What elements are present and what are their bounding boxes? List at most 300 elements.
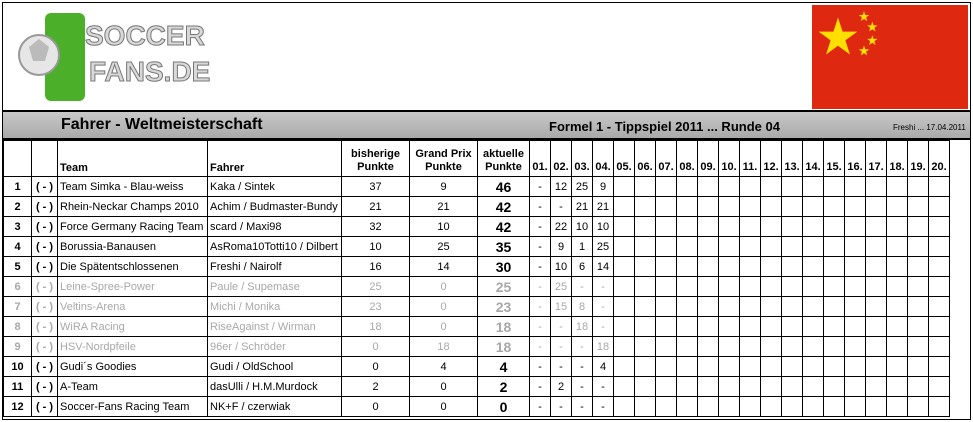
soccer-fans-logo (15, 7, 211, 107)
china-flag-icon (811, 5, 969, 109)
driver-cell: scard / Maxi98 (208, 217, 342, 237)
round-cell (698, 357, 719, 377)
round-cell (761, 337, 782, 357)
round-cell (656, 217, 677, 237)
round-cell: 25 (593, 237, 614, 257)
round-cell (656, 277, 677, 297)
table-row (4, 397, 950, 417)
round-cell (740, 397, 761, 417)
prev-points-cell: 23 (342, 297, 410, 317)
round-cell (782, 317, 803, 337)
round-cell (782, 257, 803, 277)
round-cell (803, 317, 824, 337)
rank-cell: 12 (4, 397, 32, 417)
round-cell (698, 377, 719, 397)
rank-cell: 6 (4, 277, 32, 297)
driver-cell: RiseAgainst / Wirman (208, 317, 342, 337)
round-cell (803, 297, 824, 317)
round-cell (761, 397, 782, 417)
gp-points-cell: 18 (410, 337, 478, 357)
header-prev-points-l2: Punkte (357, 161, 394, 173)
round-cell (866, 317, 887, 337)
header-round-13: 13. (782, 141, 803, 177)
header-prev-points-l1: bisherige (351, 148, 400, 160)
round-cell: - (530, 277, 551, 297)
round-cell (887, 337, 908, 357)
round-cell (677, 217, 698, 237)
team-cell: Gudi´s Goodies (58, 357, 208, 377)
round-cell (929, 297, 950, 317)
round-cell: 9 (593, 177, 614, 197)
round-cell (698, 297, 719, 317)
round-cell (761, 197, 782, 217)
rank-cell: 7 (4, 297, 32, 317)
change-cell: ( - ) (32, 277, 58, 297)
header-current-points (478, 141, 530, 177)
driver-cell: Paule / Supemase (208, 277, 342, 297)
prev-points-cell: 0 (342, 357, 410, 377)
round-cell: 10 (551, 257, 572, 277)
round-cell (740, 317, 761, 337)
round-cell (908, 397, 929, 417)
round-cell: - (530, 377, 551, 397)
round-cell: - (572, 377, 593, 397)
round-cell (887, 217, 908, 237)
round-cell (887, 317, 908, 337)
driver-cell: dasUlli / H.M.Murdock (208, 377, 342, 397)
header-round-8: 08. (677, 141, 698, 177)
driver-cell: Gudi / OldSchool (208, 357, 342, 377)
round-cell (614, 257, 635, 277)
gp-points-cell: 25 (410, 237, 478, 257)
team-cell: Force Germany Racing Team (58, 217, 208, 237)
round-cell (719, 197, 740, 217)
round-cell (929, 177, 950, 197)
rank-cell: 2 (4, 197, 32, 217)
table-row (4, 217, 950, 237)
round-cell (845, 397, 866, 417)
round-cell (866, 277, 887, 297)
round-cell (698, 257, 719, 277)
change-cell: ( - ) (32, 357, 58, 377)
gp-points-cell: 4 (410, 357, 478, 377)
round-cell (740, 177, 761, 197)
table-row (4, 257, 950, 277)
round-cell (803, 357, 824, 377)
round-cell (908, 217, 929, 237)
round-cell (677, 177, 698, 197)
header-rank (4, 141, 32, 177)
round-cell (908, 317, 929, 337)
round-cell (845, 197, 866, 217)
round-cell (929, 197, 950, 217)
header-round-3: 03. (572, 141, 593, 177)
round-cell (761, 277, 782, 297)
table-row (4, 297, 950, 317)
round-cell (698, 177, 719, 197)
round-cell (929, 337, 950, 357)
round-cell (803, 257, 824, 277)
round-cell (614, 217, 635, 237)
header-round-14: 14. (803, 141, 824, 177)
round-cell: - (551, 197, 572, 217)
round-cell (740, 257, 761, 277)
round-cell (908, 237, 929, 257)
prev-points-cell: 0 (342, 397, 410, 417)
round-cell (845, 237, 866, 257)
round-cell (803, 277, 824, 297)
change-cell: ( - ) (32, 397, 58, 417)
round-cell (866, 217, 887, 237)
round-cell (866, 397, 887, 417)
round-cell (677, 257, 698, 277)
header-gp-points (410, 141, 478, 177)
round-cell (782, 197, 803, 217)
round-cell (824, 317, 845, 337)
round-cell (845, 257, 866, 277)
round-cell (656, 297, 677, 317)
prev-points-cell: 0 (342, 337, 410, 357)
round-cell (614, 397, 635, 417)
round-cell (761, 217, 782, 237)
header-round-10: 10. (719, 141, 740, 177)
change-cell: ( - ) (32, 177, 58, 197)
round-cell (866, 377, 887, 397)
round-cell (761, 297, 782, 317)
round-cell (887, 257, 908, 277)
prev-points-cell: 37 (342, 177, 410, 197)
round-cell (803, 177, 824, 197)
round-cell (614, 337, 635, 357)
round-cell (719, 177, 740, 197)
round-cell (908, 177, 929, 197)
change-cell: ( - ) (32, 297, 58, 317)
round-cell (740, 277, 761, 297)
header-round-9: 09. (698, 141, 719, 177)
round-cell (635, 397, 656, 417)
round-cell (782, 217, 803, 237)
rank-cell: 3 (4, 217, 32, 237)
round-cell (824, 257, 845, 277)
round-cell (656, 317, 677, 337)
current-points-cell: 23 (478, 297, 530, 317)
header-round-15: 15. (824, 141, 845, 177)
driver-cell: AsRoma10Totti10 / Dilbert (208, 237, 342, 257)
round-cell: - (530, 217, 551, 237)
round-cell (656, 337, 677, 357)
round-cell: - (530, 357, 551, 377)
header-change (32, 141, 58, 177)
prev-points-cell: 21 (342, 197, 410, 217)
round-cell (782, 397, 803, 417)
gp-points-cell: 0 (410, 397, 478, 417)
round-cell (614, 297, 635, 317)
round-cell (929, 357, 950, 377)
round-cell (719, 357, 740, 377)
round-cell (677, 197, 698, 217)
round-cell: - (530, 397, 551, 417)
change-cell: ( - ) (32, 377, 58, 397)
gp-points-cell: 9 (410, 177, 478, 197)
round-cell (761, 377, 782, 397)
round-cell (614, 317, 635, 337)
round-cell (656, 177, 677, 197)
sheet-title: Fahrer - Weltmeisterschaft (61, 116, 263, 133)
round-cell: - (530, 177, 551, 197)
round-cell (824, 357, 845, 377)
round-cell (656, 357, 677, 377)
round-cell (614, 277, 635, 297)
change-cell: ( - ) (32, 197, 58, 217)
round-cell (908, 357, 929, 377)
gp-points-cell: 21 (410, 197, 478, 217)
round-cell (614, 197, 635, 217)
round-cell (698, 237, 719, 257)
round-cell (635, 277, 656, 297)
round-cell: - (593, 377, 614, 397)
header-round-4: 04. (593, 141, 614, 177)
rank-cell: 1 (4, 177, 32, 197)
header-current-points-l1: aktuelle (483, 148, 524, 160)
driver-cell: Kaka / Sintek (208, 177, 342, 197)
round-cell (677, 297, 698, 317)
team-cell: HSV-Nordpfeile (58, 337, 208, 357)
header-round-2: 02. (551, 141, 572, 177)
table-row (4, 377, 950, 397)
header-round-16: 16. (845, 141, 866, 177)
table-row (4, 357, 950, 377)
gp-points-cell: 0 (410, 277, 478, 297)
round-cell (614, 177, 635, 197)
header-row (4, 141, 950, 177)
round-cell (698, 397, 719, 417)
header-round-19: 19. (908, 141, 929, 177)
round-cell: 15 (551, 297, 572, 317)
round-cell (908, 277, 929, 297)
rank-cell: 11 (4, 377, 32, 397)
round-cell (761, 237, 782, 257)
round-cell: - (572, 397, 593, 417)
round-cell (824, 197, 845, 217)
change-cell: ( - ) (32, 337, 58, 357)
round-cell (635, 197, 656, 217)
author-date: Freshi ... 17.04.2011 (893, 123, 966, 132)
round-cell (929, 237, 950, 257)
header-round-11: 11. (740, 141, 761, 177)
round-cell (908, 257, 929, 277)
round-cell: 18 (593, 337, 614, 357)
team-cell: Die Spätentschlossenen (58, 257, 208, 277)
header-driver: Fahrer (208, 141, 342, 177)
round-cell (845, 277, 866, 297)
round-cell (887, 277, 908, 297)
round-cell (740, 217, 761, 237)
header-round-20: 20. (929, 141, 950, 177)
round-cell (761, 177, 782, 197)
round-cell (887, 357, 908, 377)
current-points-cell: 18 (478, 337, 530, 357)
rank-cell: 8 (4, 317, 32, 337)
round-cell (635, 357, 656, 377)
round-cell (824, 277, 845, 297)
round-cell (719, 397, 740, 417)
round-cell (719, 237, 740, 257)
round-cell (824, 397, 845, 417)
round-cell: - (593, 397, 614, 417)
round-cell (782, 277, 803, 297)
team-cell: A-Team (58, 377, 208, 397)
driver-cell: Freshi / Nairolf (208, 257, 342, 277)
header-round-18: 18. (887, 141, 908, 177)
round-cell (656, 397, 677, 417)
current-points-cell: 25 (478, 277, 530, 297)
round-cell: 14 (593, 257, 614, 277)
round-cell (845, 217, 866, 237)
round-cell (656, 257, 677, 277)
header-round-7: 07. (656, 141, 677, 177)
round-cell (698, 217, 719, 237)
round-cell (782, 297, 803, 317)
round-cell: 21 (572, 197, 593, 217)
round-cell: - (593, 277, 614, 297)
table-row (4, 337, 950, 357)
driver-cell: Achim / Budmaster-Bundy (208, 197, 342, 217)
round-cell: - (530, 197, 551, 217)
round-cell: 21 (593, 197, 614, 217)
round-cell (824, 217, 845, 237)
change-cell: ( - ) (32, 257, 58, 277)
round-cell (845, 177, 866, 197)
round-cell (803, 397, 824, 417)
team-cell: Veltins-Arena (58, 297, 208, 317)
round-cell: 10 (572, 217, 593, 237)
gp-points-cell: 0 (410, 297, 478, 317)
round-cell (803, 237, 824, 257)
prev-points-cell: 25 (342, 277, 410, 297)
round-cell: - (572, 337, 593, 357)
current-points-cell: 35 (478, 237, 530, 257)
round-cell (719, 217, 740, 237)
round-cell (740, 237, 761, 257)
gp-points-cell: 0 (410, 317, 478, 337)
round-cell (887, 397, 908, 417)
rank-cell: 4 (4, 237, 32, 257)
round-cell (656, 377, 677, 397)
round-cell (635, 377, 656, 397)
round-cell (929, 257, 950, 277)
round-cell: - (530, 317, 551, 337)
round-cell: - (551, 337, 572, 357)
round-cell (845, 357, 866, 377)
header-current-points-l2: Punkte (485, 161, 522, 173)
table-row (4, 177, 950, 197)
round-cell (782, 357, 803, 377)
round-cell (677, 377, 698, 397)
standings-sheet (2, 2, 971, 420)
table-row (4, 317, 950, 337)
current-points-cell: 46 (478, 177, 530, 197)
prev-points-cell: 16 (342, 257, 410, 277)
gp-points-cell: 0 (410, 377, 478, 397)
round-cell (719, 317, 740, 337)
round-cell (782, 177, 803, 197)
round-cell (740, 197, 761, 217)
round-cell (698, 317, 719, 337)
round-cell: - (530, 257, 551, 277)
round-cell (866, 197, 887, 217)
header-round-17: 17. (866, 141, 887, 177)
prev-points-cell: 2 (342, 377, 410, 397)
header-round-6: 06. (635, 141, 656, 177)
round-cell (698, 197, 719, 217)
round-cell (677, 237, 698, 257)
round-cell (845, 297, 866, 317)
prev-points-cell: 32 (342, 217, 410, 237)
round-cell (866, 337, 887, 357)
table-row (4, 277, 950, 297)
team-cell: Team Simka - Blau-weiss (58, 177, 208, 197)
round-cell: - (593, 317, 614, 337)
round-cell (635, 257, 656, 277)
team-cell: Soccer-Fans Racing Team (58, 397, 208, 417)
round-cell (824, 237, 845, 257)
current-points-cell: 0 (478, 397, 530, 417)
team-cell: Leine-Spree-Power (58, 277, 208, 297)
round-cell: 22 (551, 217, 572, 237)
round-cell: - (551, 357, 572, 377)
round-cell (803, 197, 824, 217)
round-cell (929, 217, 950, 237)
round-cell (719, 337, 740, 357)
current-points-cell: 4 (478, 357, 530, 377)
team-cell: WiRA Racing (58, 317, 208, 337)
round-cell (929, 317, 950, 337)
round-cell (719, 297, 740, 317)
current-points-cell: 30 (478, 257, 530, 277)
round-cell (635, 317, 656, 337)
round-cell: 25 (572, 177, 593, 197)
current-points-cell: 2 (478, 377, 530, 397)
round-cell (845, 317, 866, 337)
round-cell: 12 (551, 177, 572, 197)
round-cell: - (530, 297, 551, 317)
round-cell (803, 337, 824, 357)
round-cell (845, 337, 866, 357)
current-points-cell: 42 (478, 197, 530, 217)
current-points-cell: 42 (478, 217, 530, 237)
standings-table (3, 140, 950, 417)
team-cell: Rhein-Neckar Champs 2010 (58, 197, 208, 217)
header-round-5: 05. (614, 141, 635, 177)
round-cell (740, 357, 761, 377)
round-cell (719, 377, 740, 397)
table-row (4, 197, 950, 217)
round-cell (866, 177, 887, 197)
driver-cell: Michi / Monika (208, 297, 342, 317)
table-row (4, 237, 950, 257)
round-cell: 25 (551, 277, 572, 297)
gp-points-cell: 10 (410, 217, 478, 237)
header-round-1: 01. (530, 141, 551, 177)
round-cell (635, 337, 656, 357)
round-cell (635, 217, 656, 237)
round-cell (740, 337, 761, 357)
round-cell (887, 297, 908, 317)
round-cell (845, 377, 866, 397)
round-cell (677, 397, 698, 417)
round-cell (824, 377, 845, 397)
round-cell (908, 337, 929, 357)
